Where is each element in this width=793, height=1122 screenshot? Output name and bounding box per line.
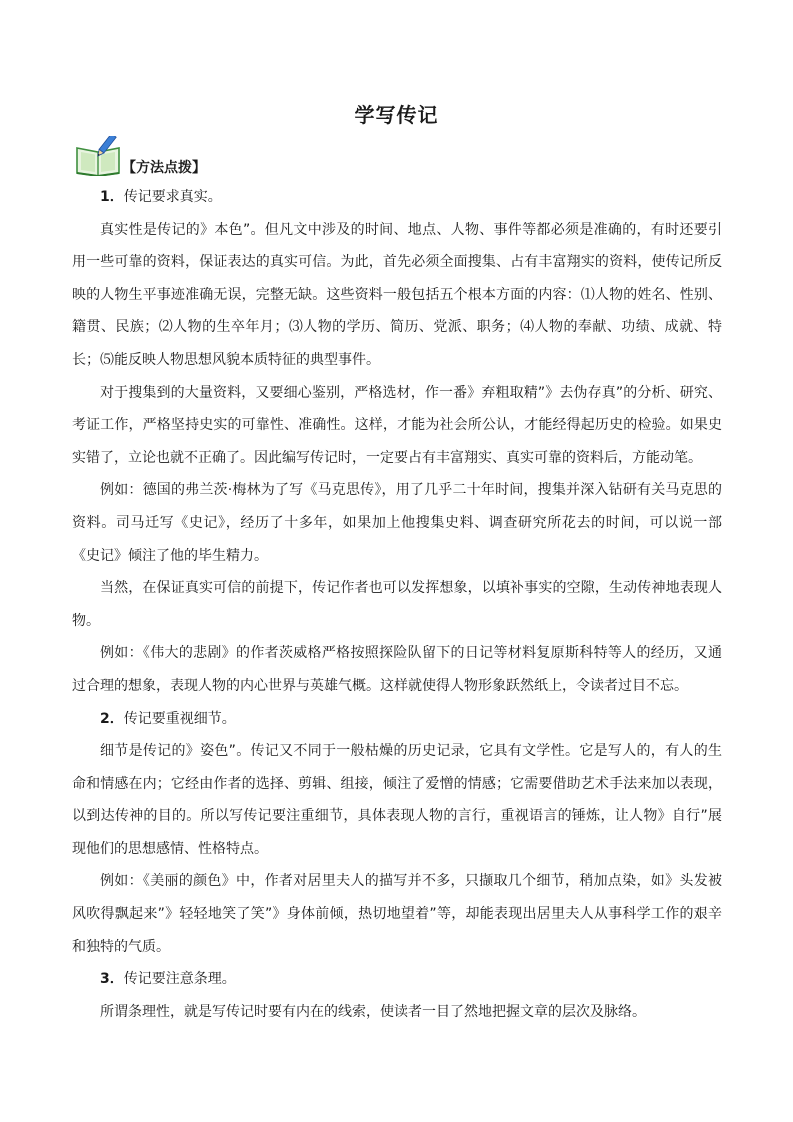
heading-text: 传记要求真实。	[123, 189, 222, 205]
body-paragraph: 例如：《美丽的颜色》中，作者对居里夫人的描写并不多，只撷取几个细节，稍加点染，如》头发被风吹得飘起来”》轻轻地笑了笑”》身体前倾，热切地望着”等，却能表现出居里夫人从事科学工作的艰辛和独特的气质。	[72, 873, 722, 955]
body-paragraph: 对于搜集到的大量资料，又要细心鉴别，严格选材，作一番》弃粗取精”》去伪存真”的分析、研究、考证工作，严格坚持史实的可靠性、准确性。这样，才能为社会所公认，才能经得起历史的检验。如果史实错了，立论也就不正确了。因此编写传记时，一定要占有丰富翔实、真实可靠的资料后，方能动笔。	[72, 384, 722, 466]
body-paragraph: 例如：《伟大的悲剧》的作者茨威格严格按照探险队留下的日记等材料复原斯科特等人的经历，又通过合理的想象，表现人物的内心世界与英雄气概。这样就使得人物形象跃然纸上，令读者过目不忘。	[72, 645, 722, 694]
heading-text: 传记要注意条理。	[123, 971, 236, 988]
body-paragraph: 细节是传记的》姿色”。传记又不同于一般枯燥的历史记录，它具有文学性。它是写人的，有人的生命和情感在内；它经由作者的选择、剪辑、组接，倾注了爱憎的情感；它需要借助艺术手法来加以表现，以到达传神的目的。所以写传记要注重细节，具体表现人物的言行，重视语言的锤炼，让人物》自行”展现他们的思想感情、性格特点。	[72, 743, 722, 857]
article-body	[72, 181, 722, 1028]
section-heading	[72, 963, 722, 996]
heading-text: 传记要重视细节。	[123, 710, 236, 727]
heading-number: 3．	[100, 971, 124, 988]
body-paragraph: 真实性是传记的》本色”。但凡文中涉及的时间、地点、人物、事件等都必须是准确的，有时还要引用一些可靠的资料，保证表达的真实可信。为此，首先必须全面搜集、占有丰富翔实的资料，使传记所反映的人物生平事迹准确无误，完整无缺。这些资料一般包括五个根本方面的内容：⑴人物的姓名、性别、籍贯、民族；⑵人物的生卒年月；⑶人物的学历、简历、党派、职务；⑷人物的奉献、功绩、成就、特长；⑸能反映人物思想风貌本质特征的典型事件。	[72, 221, 722, 368]
section-heading	[72, 703, 722, 736]
heading-number: 1．	[100, 189, 124, 205]
section-header	[74, 136, 374, 176]
body-paragraph: 当然，在保证真实可信的前提下，传记作者也可以发挥想象，以填补事实的空隙，生动传神地表现人物。	[72, 580, 722, 629]
section-heading	[72, 181, 722, 214]
page-title: 学写传记	[354, 103, 439, 127]
section-label: 【方法点拨】	[122, 160, 206, 176]
book-pencil-icon	[74, 136, 122, 176]
body-paragraph: 例如：德国的弗兰茨·梅林为了写《马克思传》，用了几乎二十年时间，搜集并深入钻研有关马克思的资料。司马迁写《史记》，经历了十多年，如果加上他搜集史料、调查研究所花去的时间，可以说一部《史记》倾注了他的毕生精力。	[72, 482, 722, 564]
heading-number: 2．	[100, 710, 124, 727]
body-paragraph: 所谓条理性，就是写传记时要有内在的线索，使读者一目了然地把握文章的层次及脉络。	[100, 1003, 646, 1020]
